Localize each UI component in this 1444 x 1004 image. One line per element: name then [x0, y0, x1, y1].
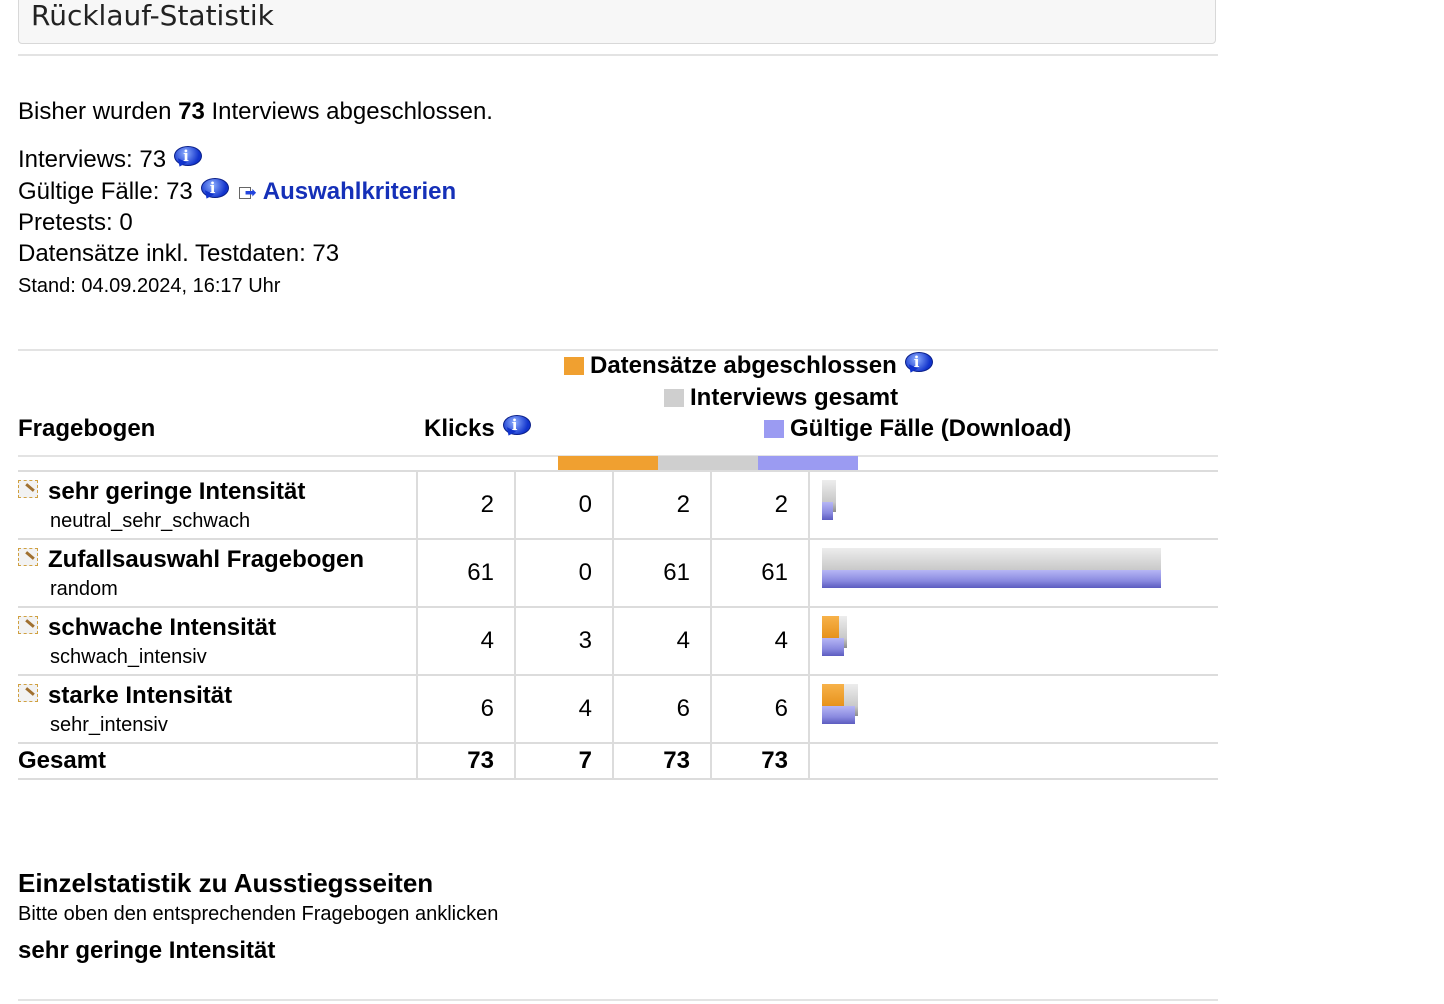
- questionnaire-name[interactable]: starke Intensität: [48, 682, 233, 709]
- questionnaire-id: schwach_intensiv: [50, 646, 207, 668]
- info-icon[interactable]: i: [199, 178, 229, 200]
- bar-cell: [809, 743, 1218, 779]
- legend-item-completed: Datensätze abgeschlossen i: [564, 352, 933, 380]
- exit-stats-selected: sehr geringe Intensität: [18, 937, 276, 964]
- page-title-box: [18, 0, 1216, 44]
- legend-swatch-blue: [764, 420, 784, 438]
- bar-valid-cases: [822, 638, 844, 656]
- completed-cell: 0: [515, 471, 613, 539]
- clicks-cell: 6: [417, 675, 515, 743]
- info-icon[interactable]: i: [172, 146, 202, 168]
- questionnaire-icon: [18, 616, 38, 634]
- legend-swatch-orange: [564, 357, 584, 375]
- records-line: Datensätze inkl. Testdaten: 73: [18, 240, 340, 267]
- divider: [18, 54, 1218, 56]
- selection-criteria-link[interactable]: Auswahlkriterien: [262, 178, 457, 205]
- column-header-clicks: Klicks i: [424, 415, 531, 443]
- column-color-bar-valid: [758, 456, 858, 470]
- completed-cell: 0: [515, 539, 613, 607]
- bar-valid-cases: [822, 570, 1161, 588]
- valid-cell: 61: [711, 539, 809, 607]
- timestamp: Stand: 04.09.2024, 16:17 Uhr: [18, 275, 281, 297]
- table-row: [18, 607, 1218, 675]
- valid-cell: 4: [711, 607, 809, 675]
- questionnaire-cell[interactable]: [18, 607, 417, 675]
- info-icon[interactable]: i: [501, 415, 531, 437]
- bar-cell: [809, 675, 1218, 743]
- total-cell: 4: [613, 607, 711, 675]
- questionnaire-name[interactable]: schwache Intensität: [48, 614, 277, 641]
- questionnaire-cell[interactable]: [18, 675, 417, 743]
- total-cell: 61: [613, 539, 711, 607]
- column-header-questionnaire: Fragebogen: [18, 415, 156, 442]
- valid-cell: 6: [711, 675, 809, 743]
- questionnaire-cell[interactable]: [18, 471, 417, 539]
- valid-cell: 2: [711, 471, 809, 539]
- exit-stats-title: Einzelstatistik zu Ausstiegsseiten: [18, 868, 434, 898]
- exit-stats-subtitle: Bitte oben den entsprechenden Fragebogen anklicken: [18, 903, 499, 925]
- column-color-bar-completed: [558, 456, 658, 470]
- clicks-cell: 61: [417, 539, 515, 607]
- column-color-bar-total: [658, 456, 758, 470]
- legend-item-total: Interviews gesamt: [664, 384, 898, 412]
- legend-swatch-grey: [664, 389, 684, 407]
- total-cell: 6: [613, 675, 711, 743]
- table-row: [18, 471, 1218, 539]
- questionnaire-icon: [18, 684, 38, 702]
- questionnaire-id: neutral_sehr_schwach: [50, 510, 251, 532]
- bar-cell: [809, 607, 1218, 675]
- table-total-row: [18, 743, 1218, 779]
- divider: [18, 349, 1218, 351]
- response-table: [18, 470, 1218, 780]
- clicks-cell: 4: [417, 607, 515, 675]
- questionnaire-cell[interactable]: [18, 539, 417, 607]
- divider: [18, 999, 1218, 1001]
- total-label: Gesamt: [18, 743, 417, 779]
- completed-summary: Bisher wurden 73 Interviews abgeschlossen.: [18, 98, 493, 125]
- bar-cell: [809, 471, 1218, 539]
- questionnaire-id: random: [50, 578, 118, 600]
- total-interviews: 73: [613, 743, 711, 779]
- external-link-icon: ➡: [239, 185, 257, 199]
- bar-valid-cases: [822, 706, 855, 724]
- completed-cell: 3: [515, 607, 613, 675]
- total-cell: 2: [613, 471, 711, 539]
- bar-cell: [809, 539, 1218, 607]
- total-valid: 73: [711, 743, 809, 779]
- completed-cell: 4: [515, 675, 613, 743]
- info-icon[interactable]: i: [903, 352, 933, 374]
- questionnaire-id: sehr_intensiv: [50, 714, 168, 736]
- bar-valid-cases: [822, 502, 833, 520]
- valid-cases-line: Gültige Fälle: 73 i ➡ Auswahlkriterien: [18, 178, 457, 205]
- questionnaire-icon: [18, 480, 38, 498]
- total-completed: 7: [515, 743, 613, 779]
- table-row: [18, 675, 1218, 743]
- legend-item-valid: Gültige Fälle (Download): [764, 415, 1071, 443]
- interviews-line: Interviews: 73 i: [18, 146, 202, 174]
- table-row: [18, 539, 1218, 607]
- questionnaire-icon: [18, 548, 38, 566]
- clicks-cell: 2: [417, 471, 515, 539]
- total-clicks: 73: [417, 743, 515, 779]
- page-title: Rücklauf-Statistik: [31, 0, 274, 32]
- completed-count: 73: [178, 98, 205, 125]
- pretests-line: Pretests: 0: [18, 209, 133, 236]
- questionnaire-name[interactable]: sehr geringe Intensität: [48, 478, 306, 505]
- questionnaire-name[interactable]: Zufallsauswahl Fragebogen: [48, 546, 365, 573]
